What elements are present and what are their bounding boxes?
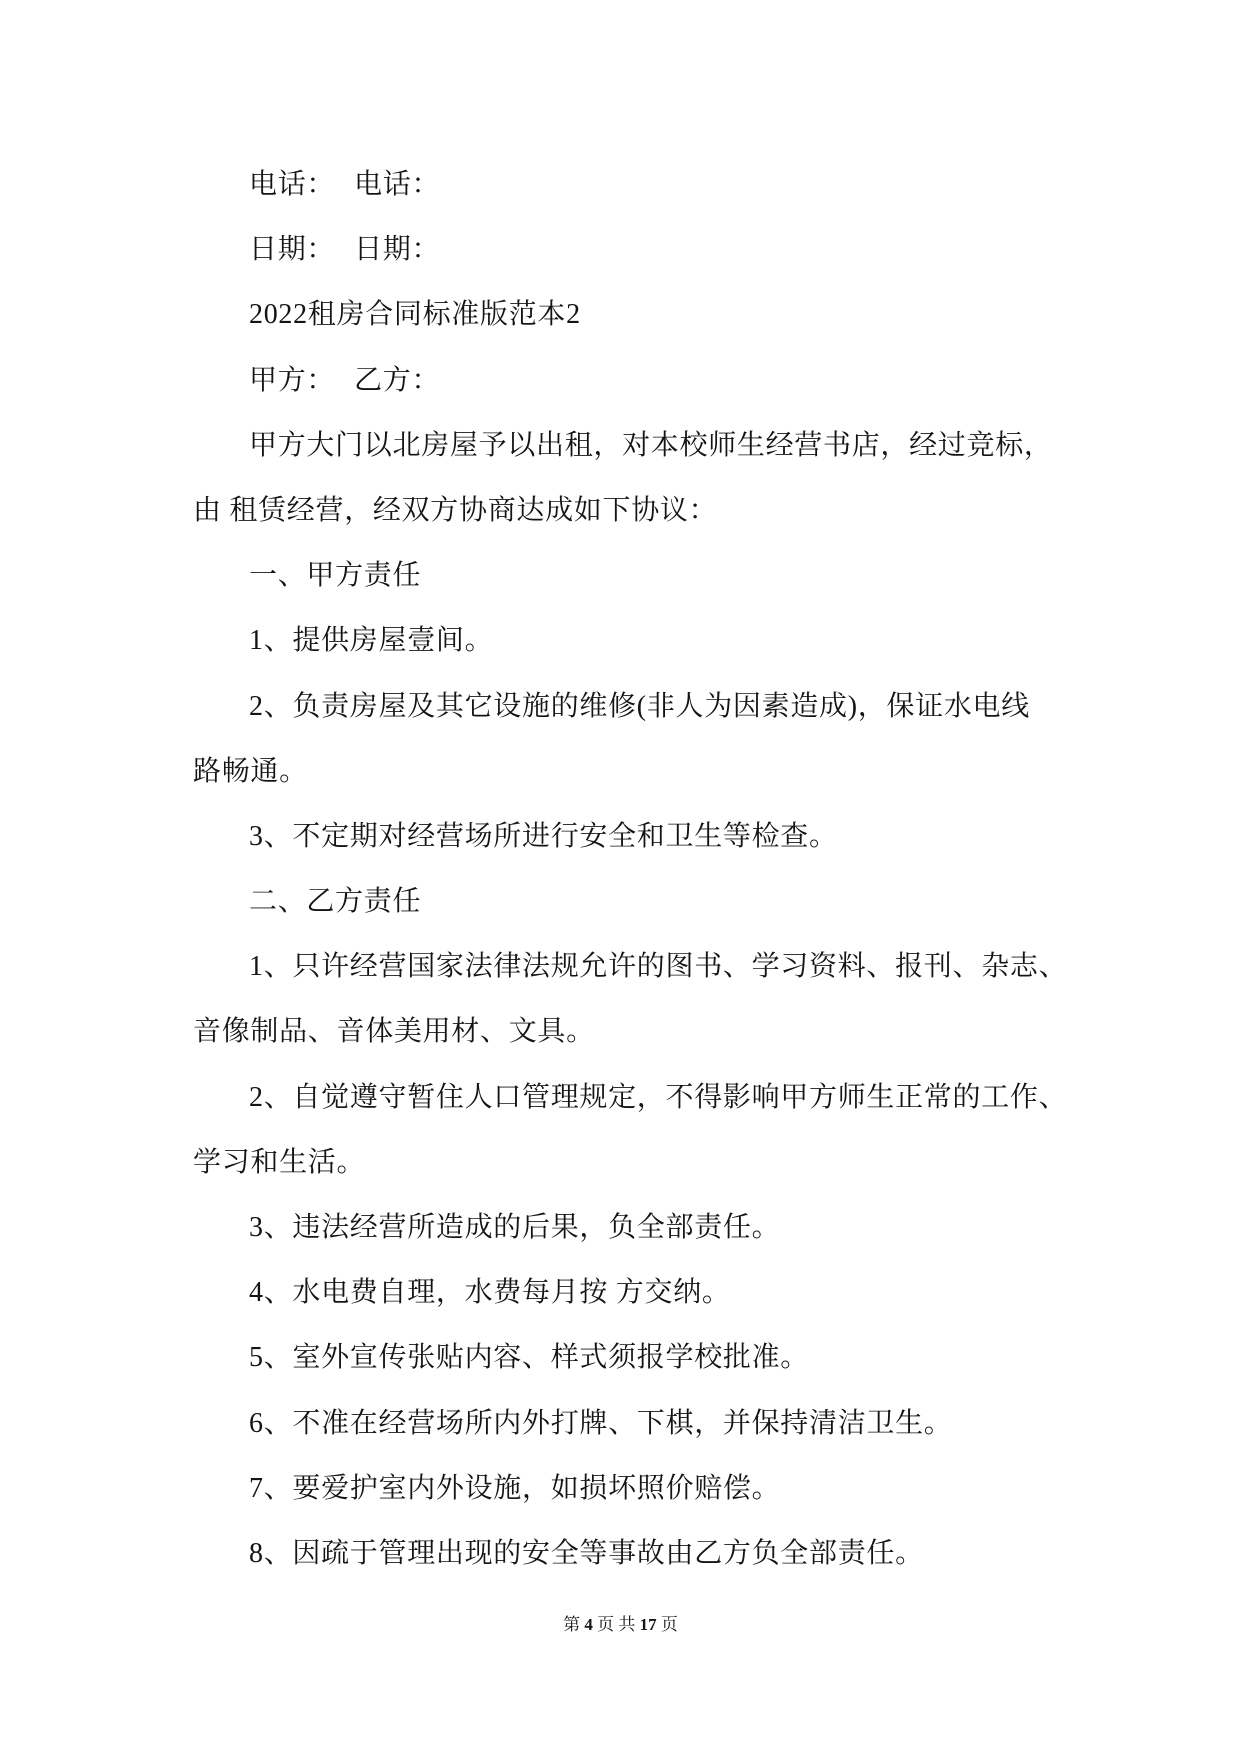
section-b-item-continuation: 学习和生活。 [193, 1146, 366, 1178]
phone-row [0, 152, 1241, 217]
section-b-item: 1、只许经营国家法律法规允许的图书、学习资料、报刊、杂志、 [249, 951, 1068, 983]
document-title: 2022租房合同标准版范本2 [249, 299, 581, 331]
footer-prefix: 第 [563, 1615, 581, 1634]
document-body [0, 152, 1241, 1586]
intro-line: 由 租赁经营，经双方协商达成如下协议： [193, 494, 718, 526]
section-a-item: 3、不定期对经营场所进行安全和卫生等检查。 [249, 820, 838, 852]
section-b-item: 6、不准在经营场所内外打牌、下棋，并保持清洁卫生。 [249, 1407, 953, 1439]
date-row [0, 217, 1241, 282]
section-b-item: 7、要爱护室内外设施，如损坏照价赔偿。 [249, 1472, 781, 1504]
section-b-item: 5、室外宣传张贴内容、样式须报学校批准。 [249, 1342, 810, 1374]
section-b-item: 3、违法经营所造成的后果，负全部责任。 [249, 1212, 781, 1243]
section-b-item: 2、自觉遵守暂住人口管理规定，不得影响甲方师生正常的工作、 [249, 1081, 1068, 1113]
current-page-number: 4 [584, 1615, 593, 1634]
date-label-left: 日期： [249, 234, 336, 266]
date-label-right: 日期： [354, 234, 441, 266]
party-a-label: 甲方： [249, 364, 336, 396]
phone-label-right: 电话： [354, 169, 441, 200]
section-a-item: 2、负责房屋及其它设施的维修(非人为因素造成)，保证水电线 [249, 690, 1030, 722]
section-a-item-continuation: 路畅通。 [193, 755, 308, 787]
section-b-item: 4、水电费自理，水费每月按 方交纳。 [249, 1277, 731, 1309]
section-a-heading: 一、甲方责任 [249, 560, 422, 592]
section-b-item: 8、因疏于管理出现的安全等事故由乙方负全部责任。 [249, 1537, 924, 1569]
phone-label-left: 电话： [249, 169, 336, 200]
parties-row [0, 348, 1241, 413]
section-b-item-continuation: 音像制品、音体美用材、文具。 [193, 1016, 595, 1048]
footer-suffix: 页 [660, 1615, 678, 1634]
footer-middle: 页 共 [597, 1615, 636, 1634]
page-footer [0, 1611, 1241, 1639]
party-b-label: 乙方： [354, 364, 441, 396]
section-a-item: 1、提供房屋壹间。 [249, 625, 494, 657]
intro-line: 甲方大门以北房屋予以出租，对本校师生经营书店，经过竞标， [249, 429, 1053, 461]
total-pages-number: 17 [639, 1615, 657, 1634]
section-b-heading: 二、乙方责任 [249, 886, 422, 918]
